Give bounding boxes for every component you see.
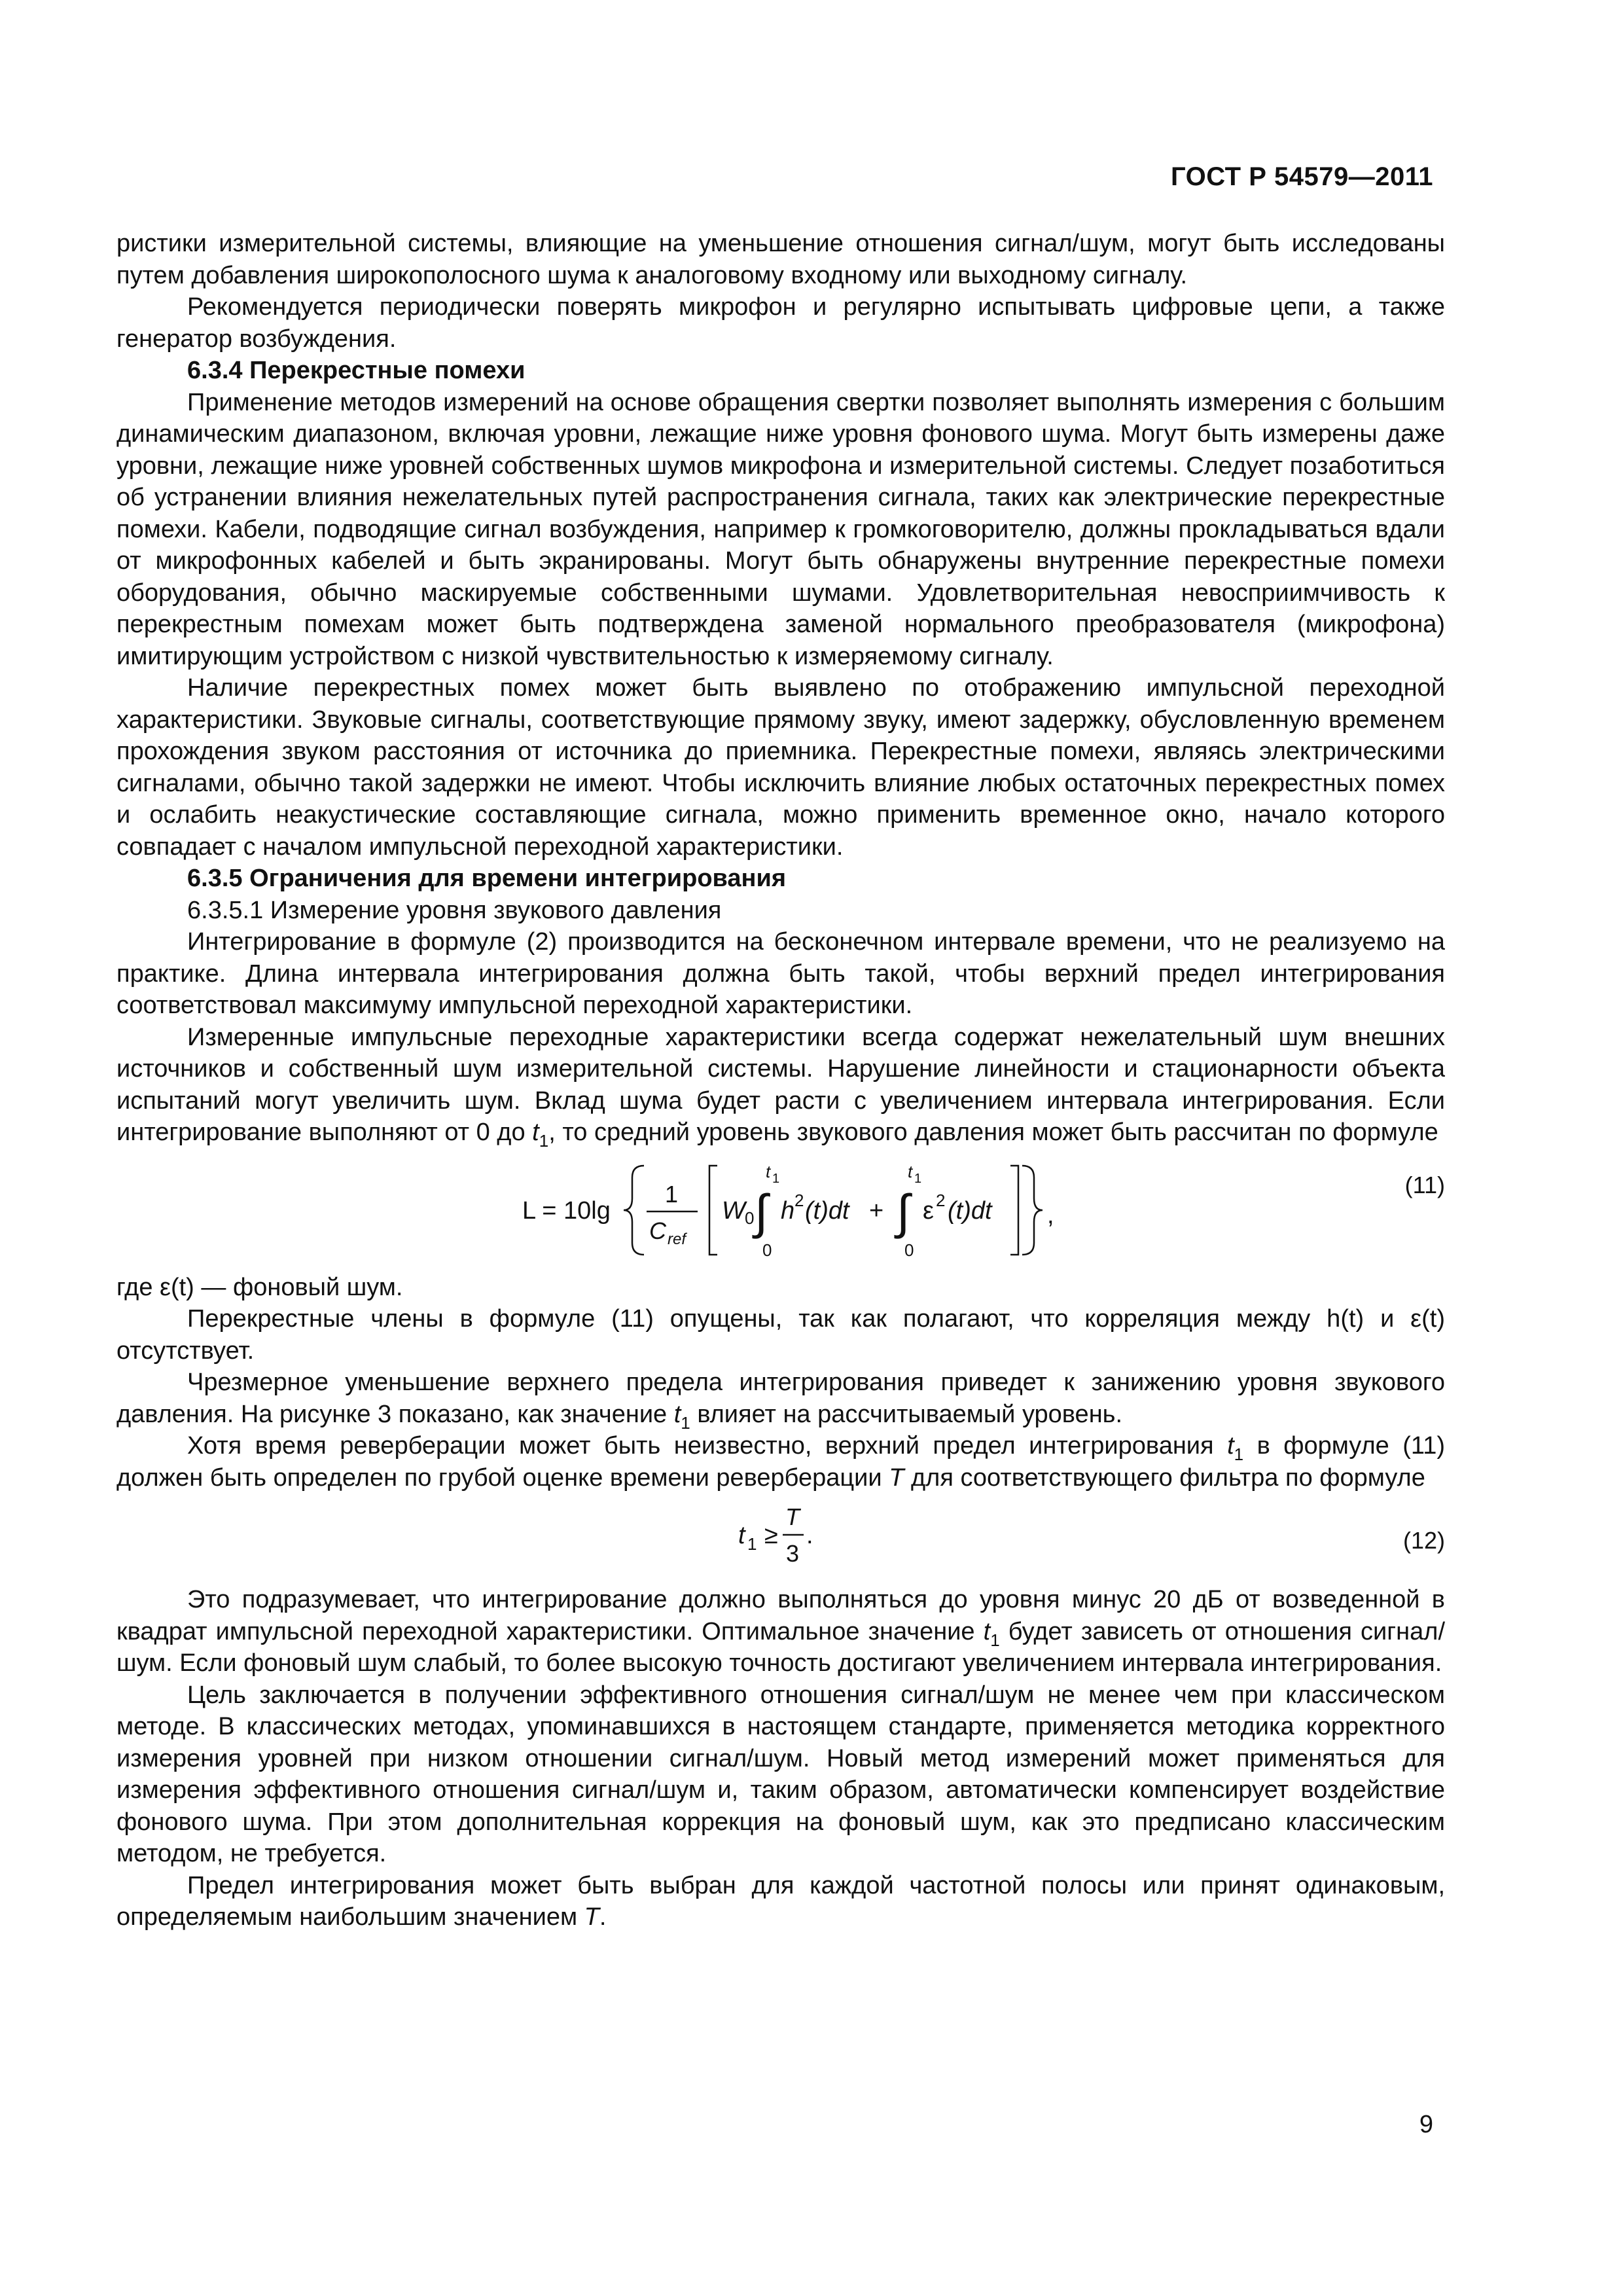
svg-text:(t)dt: (t)dt: [948, 1196, 992, 1225]
paragraph: Хотя время реверберации может быть неизвестно, верхний предел интегрирования $t_1$ в формуле (11) должен быть определен по грубой оценке времени реверберации T для соответствующего фильтра по формуле: [116, 1432, 1445, 1492]
svg-text:2: 2: [794, 1190, 804, 1210]
svg-text:,: ,: [1047, 1201, 1054, 1229]
svg-text:1: 1: [914, 1171, 922, 1186]
svg-text:t: t: [908, 1161, 913, 1181]
page-number: 9: [1419, 2111, 1433, 2138]
subsection-heading-6-3-5-1: 6.3.5.1 Измерение уровня звукового давления: [187, 896, 722, 924]
equation-number-11: (11): [1404, 1171, 1445, 1198]
section-heading-6-3-4: 6.3.4 Перекрестные помехи: [187, 357, 526, 384]
paragraph: Наличие перекрестных помех может быть выявлено по отображению импульсной переходной характеристики. Звуковые сигналы, соответствующие прямому звуку, имеют задержку, обусловленную временем прохождения звуком расстояния от источника до приемника. Перекрестные помехи, являясь электрическими сигналами, обычно такой задержки не имеют. Чтобы исключить влияние любых остаточных перекрестных помех и ослабить неакустические составляющие сигнала, можно применить временное окно, начало которого совпадает с началом импульсной переходной характеристики.: [116, 674, 1445, 861]
document-body: [116, 228, 1445, 1933]
svg-text:0: 0: [904, 1240, 914, 1260]
paragraph: Перекрестные члены в формуле (11) опущены, так как полагают, что корреляция между h(t) и ε(t) отсутствует.: [116, 1305, 1445, 1365]
equation-11-formula: [522, 1158, 1308, 1263]
section-heading-6-3-5: 6.3.5 Ограничения для времени интегрирования: [187, 865, 787, 892]
paragraph: где ε(t) — фоновый шум.: [116, 1273, 403, 1301]
svg-text:ref: ref: [668, 1230, 687, 1248]
integral-sign: ∫: [897, 1184, 910, 1239]
svg-text:h: h: [781, 1196, 795, 1225]
equation-number-12: (12): [1402, 1527, 1445, 1554]
equation-12: [116, 1499, 1445, 1571]
paragraph: Интегрирование в формуле (2) производится на бесконечном интервале времени, что не реализуемо на практике. Длина интервала интегрирования должна быть такой, чтобы верхний предел интегрирования соответствовал максимуму импульсной переходной характеристики.: [116, 928, 1445, 1019]
paragraph: Цель заключается в получении эффективного отношения сигнал/шум не менее чем при классическом методе. В классических методах, упоминавшихся в настоящем стандарте, применяется методика корректного измерения уровней при низком отношении сигнал/шум. Новый метод измерений может применяться для измерения эффективного отношения сигнал/шум и, таким образом, автоматически компенсирует воздействие фонового шума. При этом дополнительная коррекция на фоновый шум, как это предписано классическим методом, не требуется.: [116, 1681, 1445, 1867]
svg-text:≥: ≥: [764, 1522, 778, 1549]
svg-text:ε: ε: [923, 1196, 934, 1225]
svg-text:T: T: [785, 1503, 800, 1530]
paragraph: ристики измерительной системы, влияющие на уменьшение отношения сигнал/шум, могут быть исследованы путем добавления широкополосного шума к аналоговому входному или выходному сигналу.: [116, 230, 1445, 289]
paragraph: Применение методов измерений на основе обращения свертки позволяет выполнять измерения с большим динамическим диапазоном, включая уровни, лежащие ниже уровня фонового шума. Могут быть измерены даже уровни, лежащие ниже уровней собственных шумов микрофона и измерительной системы. Следует позаботиться об устранении влияния нежелательных путей распространения сигнала, таких как электрические перекрестные помехи. Кабели, подводящие сигнал возбуждения, например к громкоговорителю, должны прокладываться вдали от микрофонных кабелей и быть экранированы. Могут быть обнаружены внутренние перекрестные помехи оборудования, обычно маскируемые собственными шумами. Удовлетворительная невосприимчивость к перекрестным помехам может быть подтверждена заменой нормального преобразователя (микрофона) имитирующим устройством с низкой чувствительностью к измеряемому сигналу.: [116, 388, 1445, 670]
svg-text:1: 1: [747, 1534, 757, 1554]
svg-text:+: +: [869, 1196, 884, 1225]
document-code-header: ГОСТ Р 54579—2011: [1171, 162, 1433, 191]
svg-text:0: 0: [762, 1240, 772, 1260]
paragraph: Предел интегрирования может быть выбран для каждой частотной полосы или принят одинаковым, определяемым наибольшим значением T.: [116, 1871, 1445, 1931]
equation-11: [116, 1158, 1445, 1263]
svg-text:t: t: [766, 1161, 771, 1181]
integral-sign: ∫: [755, 1184, 768, 1239]
paragraph: Это подразумевает, что интегрирование должно выполняться до уровня минус 20 дБ от возведенной в квадрат импульсной переходной характеристики. Оптимальное значение $t_1$ будет зависеть от отношения сигнал/шум. Если фоновый шум слабый, то более высокую точность достигают увеличением интервала интегрирования.: [116, 1586, 1445, 1677]
svg-text:.: .: [806, 1522, 813, 1549]
svg-text:L = 10lg: L = 10lg: [522, 1196, 611, 1225]
svg-text:C: C: [649, 1217, 666, 1244]
svg-text:3: 3: [786, 1540, 800, 1567]
svg-text:0: 0: [745, 1208, 755, 1228]
equation-12-formula: [738, 1499, 935, 1571]
svg-text:1: 1: [772, 1171, 780, 1186]
svg-text:t: t: [738, 1522, 745, 1549]
svg-text:1: 1: [665, 1180, 679, 1208]
svg-text:2: 2: [936, 1190, 946, 1210]
paragraph: Чрезмерное уменьшение верхнего предела интегрирования приведет к занижению уровня звукового давления. На рисунке 3 показано, как значение $t_1$ влияет на рассчитываемый уровень.: [116, 1369, 1445, 1433]
paragraph: Измеренные импульсные переходные характеристики всегда содержат нежелательный шум внешних источников и собственный шум измерительной системы. Нарушение линейности и стационарности объекта испытаний могут увеличить шум. Вклад шума будет расти с увеличением интервала интегрирования. Если интегрирование выполняют от 0 до $t_1$, то средний уровень звукового давления может быть рассчитан по формуле: [116, 1023, 1445, 1151]
svg-text:W: W: [722, 1196, 745, 1225]
paragraph: Рекомендуется периодически поверять микрофон и регулярно испытывать цифровые цепи, а также генератор возбуждения.: [116, 293, 1445, 353]
svg-text:(t)dt: (t)dt: [805, 1196, 849, 1225]
